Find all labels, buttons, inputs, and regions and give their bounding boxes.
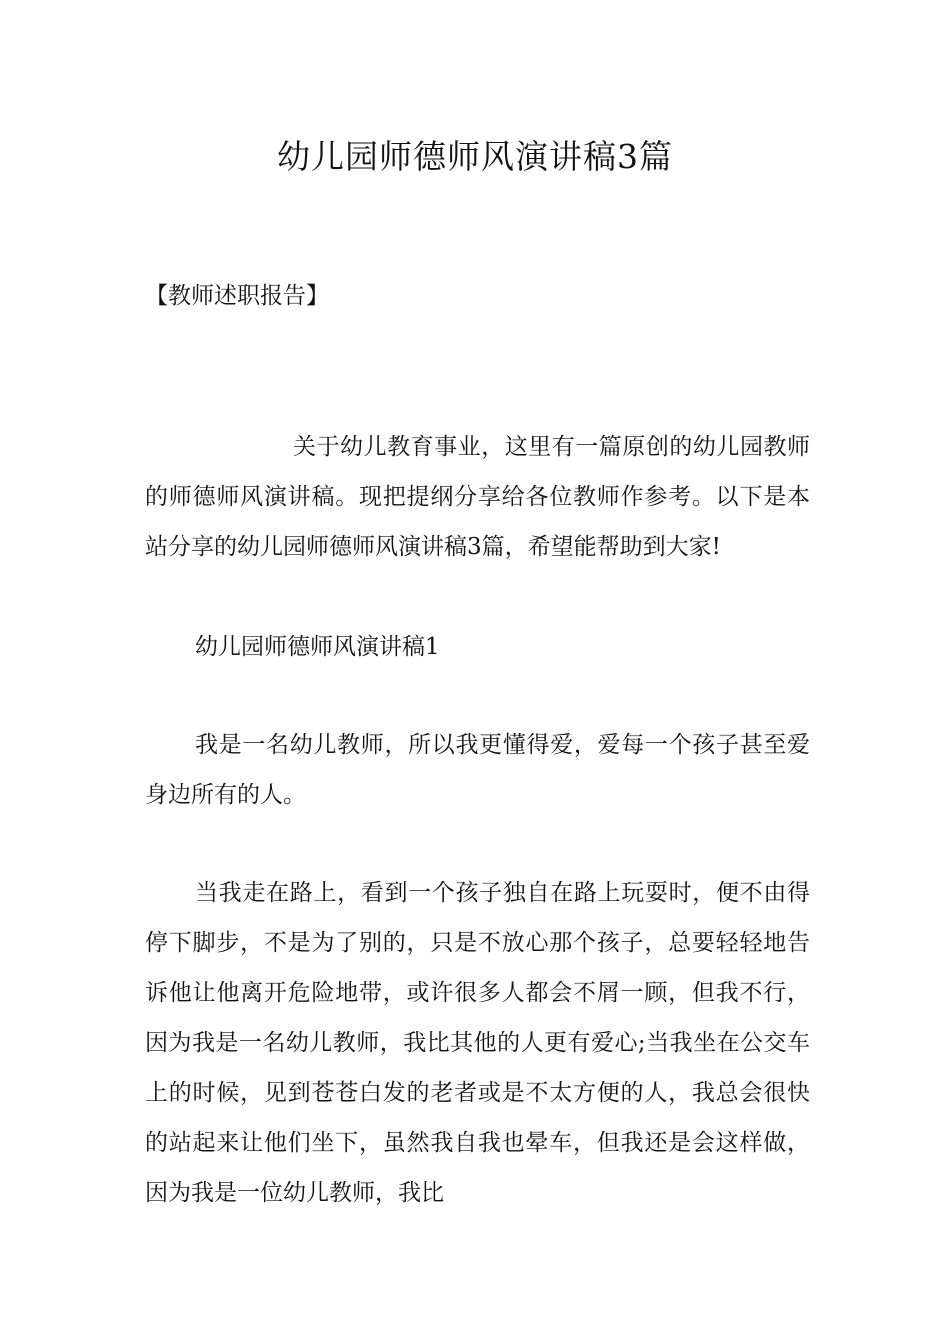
- category-label: 【教师述职报告】: [145, 283, 329, 309]
- body-paragraph-2: 当我走在路上，看到一个孩子独自在路上玩耍时，便不由得停下脚步，不是为了别的，只是不放心那个孩子，总要轻轻地告诉他让他离开危险地带，或许很多人都会不屑一顾，但我不行，因为我是一名幼儿教师，我比其他的人更有爱心;当我坐在公交车上的时候，见到苍苍白发的老者或是不太方便的人，我总会很快的站起来让他们坐下，虽然我自我也晕车，但我还是会这样做，因为我是一位幼儿教师，我比: [145, 880, 810, 1206]
- section-heading: 幼儿园师德师风演讲稿1: [195, 634, 440, 660]
- body-paragraph-1: 我是一名幼儿教师，所以我更懂得爱，爱每一个孩子甚至爱身边所有的人。: [145, 732, 810, 808]
- intro-paragraph: 关于幼儿教育事业，这里有一篇原创的幼儿园教师的师德师风演讲稿。现把提纲分享给各位教师作参考。以下是本站分享的幼儿园师德师风演讲稿3篇，希望能帮助到大家!: [145, 434, 810, 560]
- document-title: 幼儿园师德师风演讲稿3篇: [277, 137, 673, 176]
